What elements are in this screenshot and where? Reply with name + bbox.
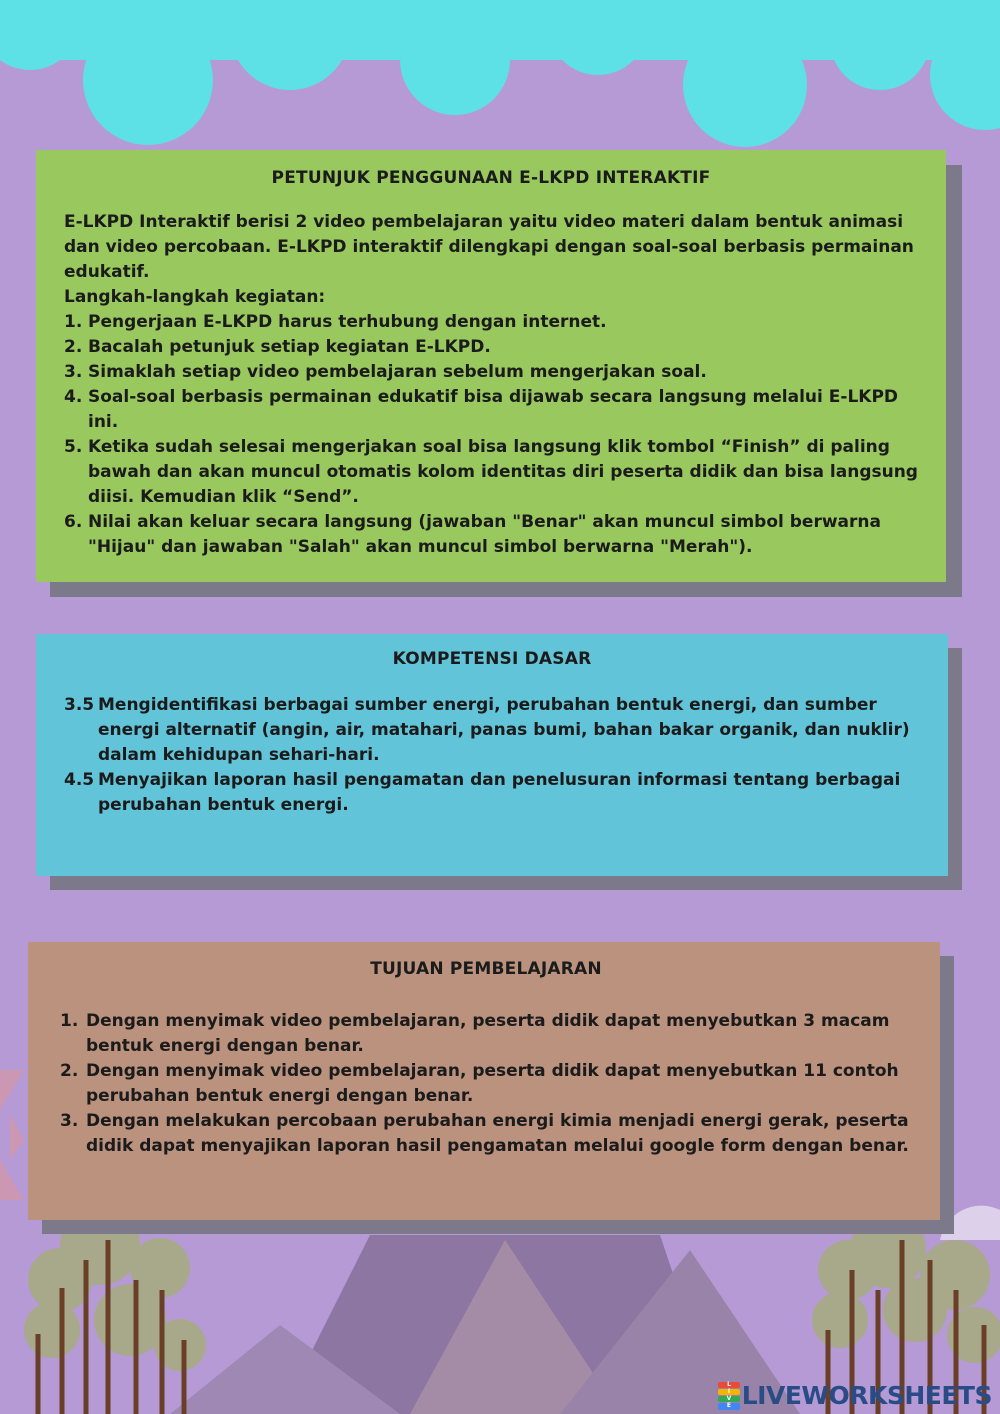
left-decoration [0, 1070, 24, 1200]
tujuan-title: TUJUAN PEMBELAJARAN [370, 959, 602, 979]
steps-heading: Langkah-langkah kegiatan: [64, 287, 326, 307]
petunjuk-title: PETUNJUK PENGGUNAAN E-LKPD INTERAKTIF [271, 168, 711, 188]
kompetensi-text: Mengidentifikasi berbagai sumber energi, perubahan bentuk energi, dan sumber energi alternatif (angin, air, matahari, panas bumi, bahan bakar organik, dan nuklir) dalam kehidupan sehari-hari. [98, 695, 910, 765]
kompetensi-item [64, 693, 920, 768]
kompetensi-item [64, 768, 920, 818]
tujuan-list [60, 1009, 912, 1159]
step-number: 4. [64, 387, 83, 407]
kompetensi-list [64, 693, 920, 818]
liveworksheets-watermark[interactable] [718, 1381, 992, 1410]
clouds [0, 0, 1000, 147]
tujuan-number: 1. [60, 1011, 79, 1031]
tujuan-number: 2. [60, 1061, 79, 1081]
step-item [64, 435, 918, 510]
kompetensi-title: KOMPETENSI DASAR [392, 649, 592, 669]
trees-left [24, 1205, 206, 1414]
petunjuk-card [36, 150, 946, 582]
step-number: 6. [64, 512, 83, 532]
tujuan-text: Dengan menyimak video pembelajaran, peserta didik dapat menyebutkan 11 contoh perubahan bentuk energi dengan benar. [86, 1061, 899, 1106]
tujuan-item [60, 1009, 912, 1059]
logo-letter: V [718, 1396, 740, 1402]
step-number: 5. [64, 437, 83, 457]
logo-letter: E [718, 1403, 740, 1409]
liveworksheets-logo-icon [718, 1382, 740, 1410]
logo-letter: I [718, 1389, 740, 1395]
tujuan-text: Dengan menyimak video pembelajaran, peserta didik dapat menyebutkan 3 macam bentuk energi dengan benar. [86, 1011, 890, 1056]
tujuan-item [60, 1059, 912, 1109]
kompetensi-text: Menyajikan laporan hasil pengamatan dan penelusuran informasi tentang berbagai perubahan bentuk energi. [98, 770, 901, 815]
logo-letter: L [718, 1382, 740, 1388]
step-item [64, 310, 918, 335]
step-number: 3. [64, 362, 83, 382]
tujuan-card [28, 942, 940, 1220]
step-text: Pengerjaan E-LKPD harus terhubung dengan internet. [88, 312, 607, 332]
step-item [64, 510, 918, 560]
tujuan-item [60, 1109, 912, 1159]
step-item [64, 335, 918, 360]
step-number: 1. [64, 312, 83, 332]
steps-list [64, 310, 918, 560]
step-number: 2. [64, 337, 83, 357]
step-text: Bacalah petunjuk setiap kegiatan E-LKPD. [88, 337, 491, 357]
petunjuk-intro: E-LKPD Interaktif berisi 2 video pembelajaran yaitu video materi dalam bentuk animasi dan video percobaan. E-LKPD interaktif dilengkapi dengan soal-soal berbasis permainan edukatif. [64, 212, 914, 282]
watermark-text: LIVEWORKSHEETS [741, 1381, 992, 1410]
step-item [64, 385, 918, 435]
tujuan-number: 3. [60, 1111, 79, 1131]
tujuan-text: Dengan melakukan percobaan perubahan energi kimia menjadi energi gerak, peserta didik dapat menyajikan laporan hasil pengamatan melalui google form dengan benar. [86, 1111, 909, 1156]
step-text: Nilai akan keluar secara langsung (jawaban "Benar" akan muncul simbol berwarna "Hijau" dan jawaban "Salah" akan muncul simbol berwarna "Merah"). [88, 512, 881, 557]
step-item [64, 360, 918, 385]
step-text: Ketika sudah selesai mengerjakan soal bisa langsung klik tombol “Finish” di paling bawah dan akan muncul otomatis kolom identitas diri peserta didik dan bisa langsung diisi. Kemudian klik “Send”. [88, 437, 918, 507]
mountains [170, 1235, 800, 1414]
kompetensi-number: 3.5 [64, 695, 95, 715]
kompetensi-number: 4.5 [64, 770, 95, 790]
step-text: Soal-soal berbasis permainan edukatif bisa dijawab secara langsung melalui E-LKPD ini. [88, 387, 899, 432]
kompetensi-card [36, 634, 948, 876]
step-text: Simaklah setiap video pembelajaran sebelum mengerjakan soal. [88, 362, 707, 382]
